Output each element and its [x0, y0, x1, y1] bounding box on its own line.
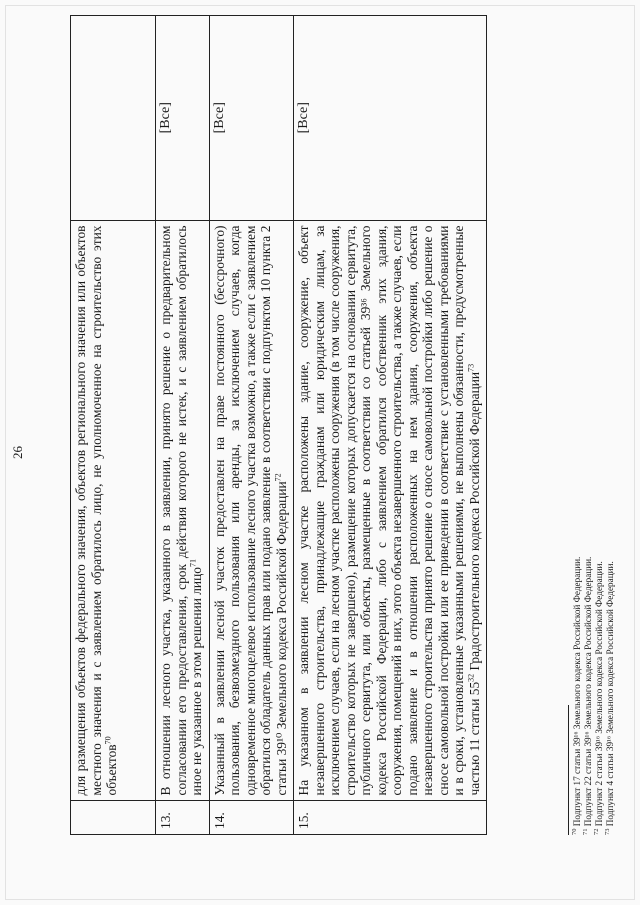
table-row — [156, 16, 210, 835]
row-text: Указанный в заявлении лесной участок предоставлен на праве постоянного (бессрочного) пользования, безвозмездного пользования или аренды, за исключением случаев, когда одновременное многоцелевое использование лесного участка возможно, а также если с заявлением обратился обладатель данных прав или подано заявление в соответствии с подпунктом 10 пункта 2 статьи 39¹⁰ Земельного кодекса Российской Федерации$^{72}$ — [209, 220, 294, 801]
row-applicability — [71, 16, 156, 221]
page-number: 26 — [10, 446, 25, 459]
row-text: для размещения объектов федерального значения, объектов регионального значения или объектов местного значения и с заявлением обратилось лицо, не уполномоченное на строительство этих объектов$^{70}$ — [71, 220, 156, 801]
article-superscript: 32 — [466, 673, 476, 682]
row-number: 14. — [209, 801, 294, 835]
footnote: $^{73}$ Подпункт 4 статьи 39¹⁶ Земельного кодекса Российской Федерации. — [603, 561, 615, 835]
footnote: $^{72}$ Подпункт 2 статьи 39¹⁶ Земельного кодекса Российской Федерации. — [592, 561, 604, 835]
footnote-separator — [568, 705, 569, 835]
row-applicability: [Все] — [209, 16, 294, 221]
refusal-grounds-table — [70, 15, 487, 835]
row-text: В отношении лесного участка, указанного в заявлении, принято решение о предварительном согласовании его предоставления, срок действия которого не истек, и с заявлением обратилось иное не указанное в этом решении лицо$^{71}$ — [156, 220, 210, 801]
row-number — [71, 801, 156, 835]
row-applicability: [Все] — [156, 16, 210, 221]
row-applicability: [Все] — [294, 16, 487, 221]
footnote: $^{70}$ Подпункт 17 статьи 39¹⁶ Земельного кодекса Российской Федерации. — [570, 556, 582, 835]
row-number: 13. — [156, 801, 210, 835]
table-row — [209, 16, 294, 835]
table-row — [71, 16, 156, 835]
footnote: $^{71}$ Подпункт 22 статьи 39¹⁶ Земельного кодекса Российской Федерации. — [581, 556, 593, 835]
footnote-ref: 71 — [188, 559, 198, 568]
footnote-ref: 73 — [466, 363, 476, 372]
table-row — [294, 16, 487, 835]
footnote-ref: 70 — [103, 736, 113, 745]
footnotes — [568, 275, 616, 835]
row-text: На указанном в заявлении лесном участке расположены здание, сооружение, объект незавершенного строительства, принадлежащие гражданам или юридическим лицам, за исключением случаев, если на лесном участке расположены сооружения (в том числе сооружения, строительство которых не завершено), размещение которых допускается на основании сервитута, публичного сервитута, или объекты, размещенные в соответствии со статьей 39³⁶ Земельного кодекса Российской Федерации, либо с заявлением обратился собственник этих здания, сооружения, помещений в них, этого объекта незавершенного строительства, а также случаев, если подано заявление и в отношении расположенных на нем здания, сооружения, объекта незавершенного строительства принято решение о сносе самовольной постройки либо решение о сносе самовольной постройки или ее приведении в соответствие с установленными требованиями и в сроки, установленные указанными решениями, не выполнены обязанности, предусмотренные частью 11 статьи $55^{32}$ Градостроительного кодекса Российской Федерации$^{73}$ — [294, 220, 487, 801]
row-number: 15. — [294, 801, 487, 835]
footnote-ref: 72 — [273, 473, 283, 482]
